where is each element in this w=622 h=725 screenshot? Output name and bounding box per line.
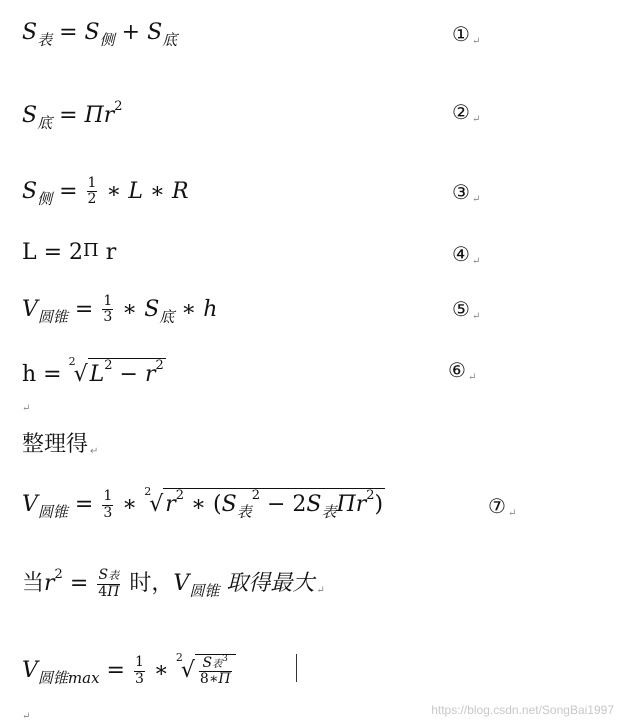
square-root: $^2$√ $\frac{S表^3}{8∗\Pi}$ (176, 652, 236, 687)
symbol-s: S (147, 20, 163, 45)
equation-5 (22, 294, 217, 326)
sub-yuanzhui: 圆锥 (37, 669, 68, 687)
paragraph-mark: ↵ (471, 311, 481, 322)
equals-sign: = (59, 20, 78, 45)
times-sign: ∗ (153, 658, 169, 683)
equation-7 (22, 486, 385, 521)
equation-6 (22, 356, 166, 386)
paragraph-mark: ↵ (316, 585, 325, 596)
fraction-one-third: $\frac{1}{3}$ (103, 488, 113, 521)
equals-sign: = (43, 362, 62, 387)
paragraph-mark: ↵ (467, 372, 477, 383)
sub-ce: 侧 (37, 189, 53, 208)
symbol-l: L (128, 178, 144, 204)
text-shi: 时， (129, 571, 174, 596)
paragraph-mark: ↵ (471, 36, 481, 47)
times-sign: ∗ (106, 178, 122, 204)
equals-sign: = (69, 571, 89, 596)
symbol-v: V (22, 296, 38, 322)
watermark: https://blog.csdn.net/SongBai1997 (431, 703, 614, 717)
exponent-two: 2 (114, 99, 123, 114)
text-zhengli: 整理得 ↵ (22, 432, 99, 457)
text-qude: 取得最大 (226, 571, 315, 596)
symbol-pi: Π (83, 240, 99, 261)
sub-max: max (67, 669, 100, 687)
sub-di: 底 (37, 114, 53, 132)
times-sign: ∗ (181, 296, 197, 322)
sub-di: 底 (162, 31, 178, 49)
equation-max (22, 652, 236, 687)
fraction-one-half: $\frac{1}{2}$ (87, 175, 97, 208)
sub-ce: 侧 (99, 31, 115, 49)
symbol-v: V (22, 658, 38, 683)
sub-yuanzhui: 圆锥 (37, 503, 68, 521)
sub-yuanzhui: 圆锥 (189, 582, 220, 600)
equation-3 (22, 176, 189, 208)
equation-1 (22, 22, 177, 48)
digit-two: 2 (69, 240, 84, 265)
equation-number-7: ⑦ ↵ (488, 494, 517, 519)
equation-number-5: ⑤ ↵ (452, 297, 481, 322)
symbol-r: r (105, 240, 117, 265)
paragraph-mark: ↵ (90, 446, 99, 457)
symbol-l: L (22, 240, 37, 265)
text-dang: 当 (22, 571, 45, 596)
fraction-one-third: $\frac{1}{3}$ (103, 293, 113, 326)
empty-paragraph-mark: ↵ (22, 403, 31, 414)
symbol-h: h (22, 362, 37, 387)
text-cursor[interactable] (296, 654, 297, 682)
equals-sign: = (74, 296, 94, 322)
paragraph-mark: ↵ (471, 114, 481, 125)
sub-di: 底 (159, 307, 175, 326)
times-sign: ∗ (122, 492, 138, 517)
equals-sign: = (59, 103, 78, 128)
symbol-R: R (171, 178, 189, 204)
equation-number-2: ② ↵ (452, 100, 481, 125)
equation-4 (22, 242, 116, 264)
symbol-s: S (22, 20, 38, 45)
symbol-r: r (103, 103, 115, 128)
sub-yuanzhui: 圆锥 (37, 307, 68, 326)
exponent-two: 2 (54, 567, 63, 582)
plus-sign: + (121, 20, 141, 45)
symbol-r: r (44, 571, 55, 596)
trailing-paragraph-mark: ↵ (22, 711, 31, 722)
equation-number-4: ④ ↵ (452, 242, 481, 267)
square-root: $^2√L^2 - r^2$ (68, 355, 164, 387)
times-sign: ∗ (122, 296, 138, 322)
times-sign: ∗ (150, 178, 165, 204)
sub-biao: 表 (37, 31, 53, 49)
symbol-s: S (144, 296, 160, 322)
equation-number-3: ③ ↵ (452, 180, 481, 205)
equals-sign: = (59, 178, 78, 204)
equals-sign: = (106, 658, 125, 683)
square-root: $^2√r^2$ ∗ $(S_表^2 - 2S_表\Pi r^2)$ (144, 485, 384, 521)
paragraph-mark: ↵ (471, 194, 481, 205)
paragraph-mark: ↵ (471, 256, 481, 267)
symbol-s: S (22, 178, 38, 204)
equation-number-1: ① ↵ (452, 22, 481, 47)
equals-sign: = (43, 240, 63, 265)
equation-2 (22, 100, 123, 131)
symbol-pi: Π (84, 103, 104, 128)
symbol-s: S (22, 103, 38, 128)
condition-statement (22, 568, 325, 600)
symbol-v: V (22, 492, 38, 517)
symbol-s: S (84, 20, 100, 45)
equation-number-6: ⑥ ↵ (448, 358, 477, 383)
equals-sign: = (74, 492, 94, 517)
paragraph-mark: ↵ (507, 508, 517, 519)
symbol-h: h (203, 296, 218, 322)
symbol-v: V (173, 571, 190, 596)
fraction-one-third: $\frac{1}{3}$ (134, 654, 144, 687)
fraction-s-over-4pi: $\frac{\text{S表}}{4\Pi}$ (98, 567, 120, 600)
